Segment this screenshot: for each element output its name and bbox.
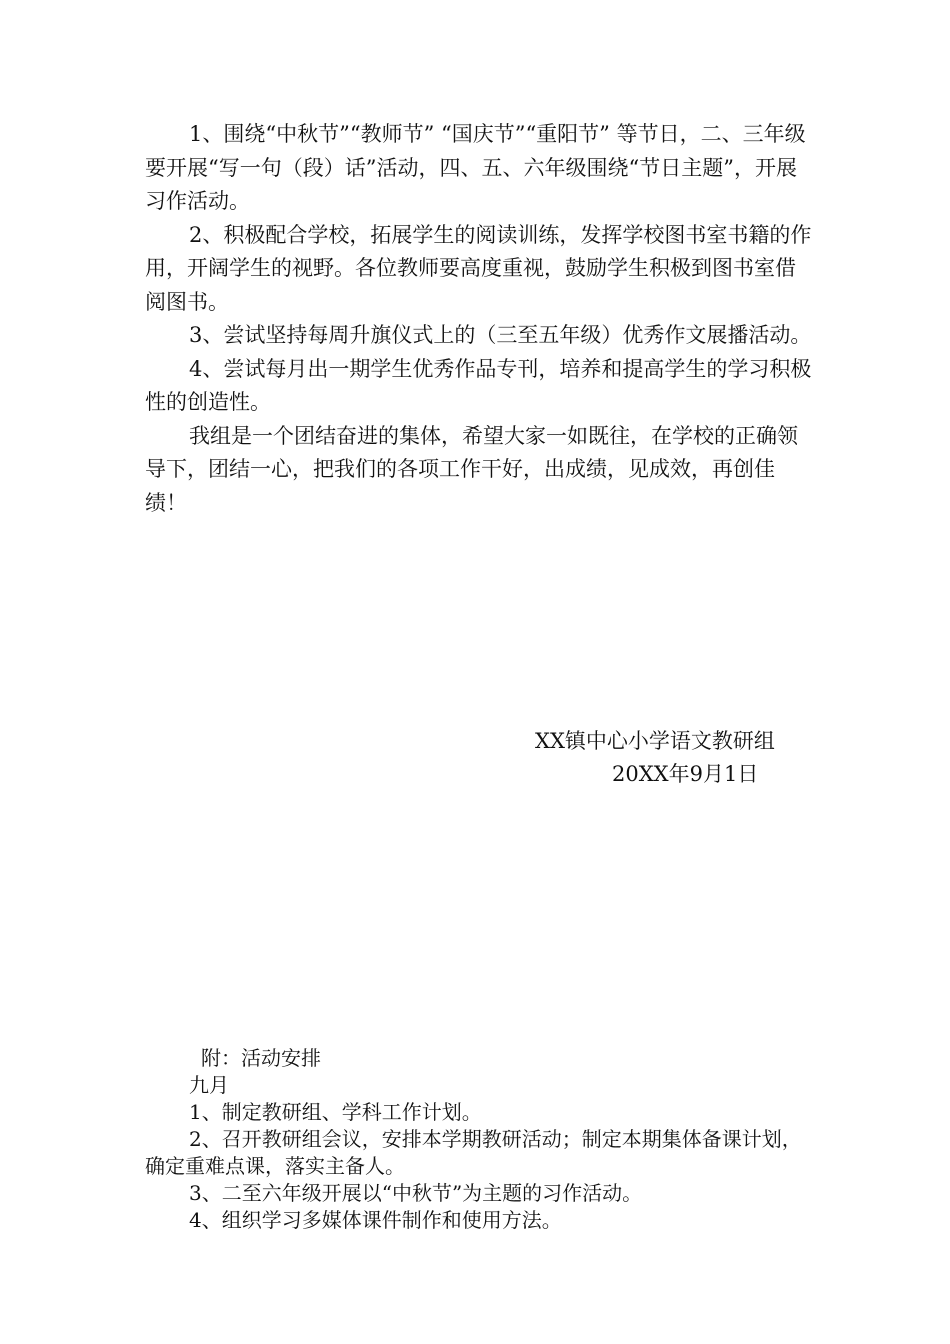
appendix-item: 1、制定教研组、学科工作计划。 xyxy=(189,1100,482,1124)
plan-body xyxy=(145,118,813,520)
paragraph-4: 4、尝试每月出一期学生优秀作品专刊，培养和提高学生的学习积极性的创造性。 xyxy=(145,356,812,414)
appendix-item: 2、召开教研组会议，安排本学期教研活动；制定本期集体备课计划，确定重难点课，落实主备人。 xyxy=(145,1127,802,1178)
appendix-heading: 附：活动安排 xyxy=(201,1046,321,1070)
appendix-item: 4、组织学习多媒体课件制作和使用方法。 xyxy=(189,1208,562,1232)
paragraph-3: 3、尝试坚持每周升旗仪式上的（三至五年级）优秀作文展播活动。 xyxy=(189,323,812,347)
signature-date: 20XX年9月1日 xyxy=(612,762,759,786)
paragraph-closing: 我组是一个团结奋进的集体，希望大家一如既往，在学校的正确领导下，团结一心，把我们的各项工作干好，出成绩，见成效，再创佳绩！ xyxy=(145,423,798,515)
appendix-section xyxy=(145,1045,813,1234)
appendix-month: 九月 xyxy=(189,1073,229,1097)
signature-organization: XX镇中心小学语文教研组 xyxy=(535,729,775,753)
appendix-item: 3、二至六年级开展以“中秋节”为主题的习作活动。 xyxy=(189,1181,643,1205)
paragraph-1: 1、围绕“中秋节”“教师节” “国庆节”“重阳节” 等节日，二、三年级要开展“写一句（段）话”活动，四、五、六年级围绕“节日主题”，开展习作活动。 xyxy=(145,122,806,213)
paragraph-2: 2、积极配合学校，拓展学生的阅读训练，发挥学校图书室书籍的作用，开阔学生的视野。各位教师要高度重视，鼓励学生积极到图书室借阅图书。 xyxy=(145,222,812,314)
